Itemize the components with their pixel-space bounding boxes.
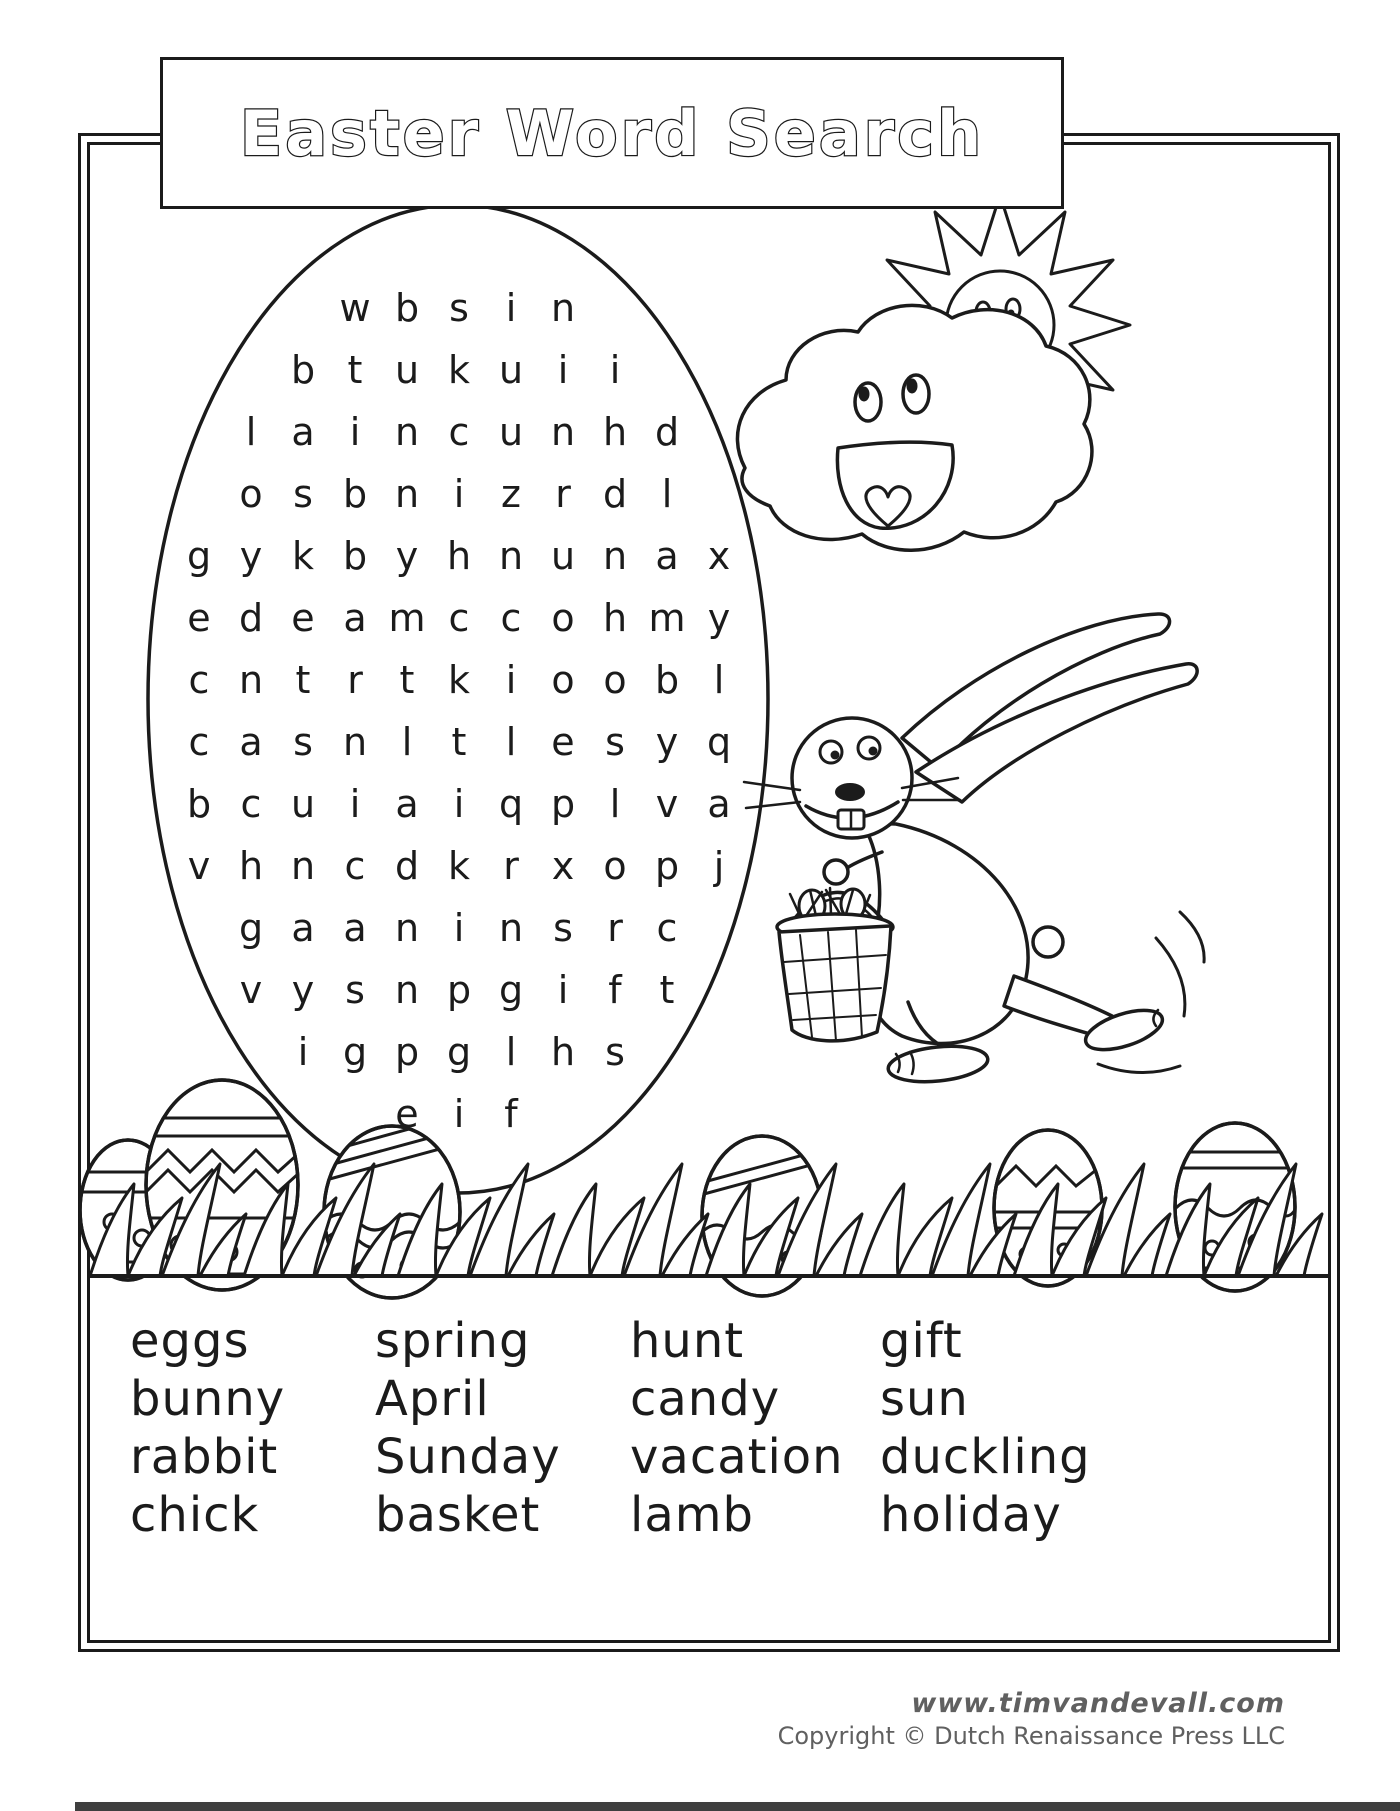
- grid-letter: e: [395, 1092, 419, 1136]
- grid-letter: b: [290, 348, 316, 392]
- grid-letter: i: [453, 472, 465, 516]
- grid-letter: h: [602, 596, 628, 640]
- grid-letter: i: [505, 658, 517, 702]
- grid-row: [173, 1083, 745, 1145]
- grid-letter: s: [449, 286, 469, 330]
- word-item: holiday: [880, 1487, 1062, 1543]
- word-list-column: [130, 1312, 285, 1544]
- grid-letter: u: [498, 348, 524, 392]
- grid-letter: g: [446, 1030, 472, 1074]
- grid-letter: s: [553, 906, 573, 950]
- grid-letter: n: [550, 286, 576, 330]
- grid-letter: c: [656, 906, 678, 950]
- letter-grid: [173, 277, 745, 1145]
- grid-letter: c: [448, 410, 470, 454]
- grid-letter: p: [654, 844, 680, 888]
- grid-letter: s: [345, 968, 365, 1012]
- grid-row: [173, 773, 745, 835]
- grid-letter: a: [291, 410, 315, 454]
- grid-letter: o: [603, 658, 627, 702]
- grid-letter: n: [550, 410, 576, 454]
- grid-letter: f: [504, 1092, 518, 1136]
- grid-letter: n: [342, 720, 368, 764]
- grid-letter: a: [655, 534, 679, 578]
- grid-letter: a: [395, 782, 419, 826]
- grid-letter: y: [655, 720, 679, 764]
- grid-letter: e: [187, 596, 211, 640]
- footer-website: www.timvandevall.com: [911, 1688, 1285, 1719]
- grid-row: [173, 959, 745, 1021]
- grid-letter: c: [448, 596, 470, 640]
- word-list-column: [375, 1312, 561, 1544]
- grid-letter: n: [394, 410, 420, 454]
- grid-letter: y: [239, 534, 263, 578]
- grid-letter: x: [707, 534, 731, 578]
- grid-letter: t: [295, 658, 311, 702]
- grid-letter: c: [500, 596, 522, 640]
- grid-letter: o: [603, 844, 627, 888]
- grid-letter: m: [648, 596, 686, 640]
- grid-letter: a: [291, 906, 315, 950]
- grid-letter: l: [401, 720, 413, 764]
- grid-row: [173, 835, 745, 897]
- grid-letter: o: [551, 658, 575, 702]
- grid-letter: d: [238, 596, 264, 640]
- grid-letter: h: [602, 410, 628, 454]
- grid-letter: s: [293, 720, 313, 764]
- grid-row: [173, 277, 745, 339]
- grid-letter: i: [297, 1030, 309, 1074]
- grid-letter: k: [447, 658, 470, 702]
- grid-letter: i: [557, 348, 569, 392]
- grid-letter: t: [399, 658, 415, 702]
- word-item: chick: [130, 1487, 260, 1543]
- grid-letter: i: [453, 782, 465, 826]
- word-item: rabbit: [130, 1429, 279, 1485]
- grid-letter: j: [713, 844, 725, 888]
- grid-letter: i: [505, 286, 517, 330]
- word-list-column: [880, 1312, 1091, 1544]
- grid-row: [173, 1021, 745, 1083]
- grid-letter: n: [498, 534, 524, 578]
- grid-letter: i: [349, 410, 361, 454]
- grid-letter: g: [498, 968, 524, 1012]
- grid-letter: k: [447, 844, 470, 888]
- grid-letter: v: [655, 782, 679, 826]
- grid-letter: b: [342, 472, 368, 516]
- grid-letter: e: [291, 596, 315, 640]
- word-list-column: [630, 1312, 844, 1544]
- word-item: candy: [630, 1371, 781, 1427]
- grid-letter: h: [550, 1030, 576, 1074]
- grid-letter: x: [551, 844, 575, 888]
- word-item: lamb: [630, 1487, 754, 1543]
- word-item: bunny: [130, 1371, 286, 1427]
- grid-letter: v: [239, 968, 263, 1012]
- grid-letter: m: [388, 596, 426, 640]
- grid-letter: k: [447, 348, 470, 392]
- grid-letter: a: [343, 906, 367, 950]
- grid-letter: u: [498, 410, 524, 454]
- grid-letter: s: [293, 472, 313, 516]
- grid-letter: l: [245, 410, 257, 454]
- grid-letter: o: [551, 596, 575, 640]
- grid-letter: b: [394, 286, 420, 330]
- grid-letter: d: [602, 472, 628, 516]
- grid-letter: l: [609, 782, 621, 826]
- grid-letter: y: [395, 534, 419, 578]
- grid-letter: p: [446, 968, 472, 1012]
- grid-row: [173, 525, 745, 587]
- word-item: gift: [880, 1313, 963, 1369]
- grid-letter: r: [607, 906, 623, 950]
- grid-letter: e: [551, 720, 575, 764]
- cloud-icon: [737, 305, 1091, 550]
- grid-letter: n: [602, 534, 628, 578]
- grid-letter: y: [707, 596, 731, 640]
- grid-row: [173, 711, 745, 773]
- word-item: hunt: [630, 1313, 745, 1369]
- grid-letter: i: [453, 906, 465, 950]
- grid-letter: l: [661, 472, 673, 516]
- grid-letter: f: [608, 968, 622, 1012]
- grid-letter: w: [339, 286, 371, 330]
- grid-row: [173, 401, 745, 463]
- grid-letter: p: [394, 1030, 420, 1074]
- grid-letter: a: [707, 782, 731, 826]
- grid-letter: i: [557, 968, 569, 1012]
- grid-letter: s: [605, 1030, 625, 1074]
- grid-row: [173, 463, 745, 525]
- grid-letter: c: [344, 844, 366, 888]
- grid-letter: n: [394, 472, 420, 516]
- word-item: April: [375, 1371, 490, 1427]
- word-item: vacation: [630, 1429, 844, 1485]
- word-item: spring: [375, 1313, 531, 1369]
- grid-letter: d: [394, 844, 420, 888]
- page-edge-strip: [75, 1802, 1400, 1811]
- word-item: basket: [375, 1487, 541, 1543]
- grid-letter: s: [605, 720, 625, 764]
- grid-letter: b: [186, 782, 212, 826]
- grid-letter: i: [453, 1092, 465, 1136]
- grid-letter: n: [394, 968, 420, 1012]
- grid-letter: u: [550, 534, 576, 578]
- grid-letter: i: [349, 782, 361, 826]
- grid-letter: n: [394, 906, 420, 950]
- footer: [778, 1688, 1285, 1750]
- grid-letter: u: [394, 348, 420, 392]
- grid-letter: t: [659, 968, 675, 1012]
- grid-letter: r: [503, 844, 519, 888]
- grid-letter: h: [446, 534, 472, 578]
- grid-letter: l: [713, 658, 725, 702]
- bunny-icon: [744, 614, 1204, 1086]
- title-banner: [160, 57, 1064, 209]
- grid-letter: z: [501, 472, 521, 516]
- grid-letter: c: [188, 658, 210, 702]
- grid-letter: h: [238, 844, 264, 888]
- grid-letter: c: [188, 720, 210, 764]
- grid-letter: p: [550, 782, 576, 826]
- grid-letter: g: [186, 534, 212, 578]
- grid-letter: u: [290, 782, 316, 826]
- grid-letter: g: [238, 906, 264, 950]
- grid-letter: k: [291, 534, 314, 578]
- grid-letter: a: [343, 596, 367, 640]
- grid-row: [173, 897, 745, 959]
- grid-letter: b: [654, 658, 680, 702]
- word-item: duckling: [880, 1429, 1091, 1485]
- grid-letter: d: [654, 410, 680, 454]
- grid-letter: o: [239, 472, 263, 516]
- grid-letter: b: [342, 534, 368, 578]
- grid-letter: g: [342, 1030, 368, 1074]
- grid-letter: r: [555, 472, 571, 516]
- grid-letter: q: [706, 720, 732, 764]
- grid-letter: a: [239, 720, 263, 764]
- footer-copyright: Copyright © Dutch Renaissance Press LLC: [777, 1722, 1285, 1750]
- word-item: eggs: [130, 1313, 250, 1369]
- grid-letter: c: [240, 782, 262, 826]
- grid-letter: l: [505, 720, 517, 764]
- page-title: Easter Word Search: [239, 96, 985, 170]
- grid-row: [173, 587, 745, 649]
- divider-line: [90, 1274, 1328, 1278]
- word-list: [90, 1312, 1328, 1562]
- grid-letter: t: [451, 720, 467, 764]
- grid-letter: i: [609, 348, 621, 392]
- grid-letter: q: [498, 782, 524, 826]
- word-item: sun: [880, 1371, 969, 1427]
- word-item: Sunday: [375, 1429, 561, 1485]
- grid-row: [173, 339, 745, 401]
- grid-letter: n: [498, 906, 524, 950]
- grid-letter: r: [347, 658, 363, 702]
- grid-letter: v: [187, 844, 211, 888]
- grid-letter: y: [291, 968, 315, 1012]
- grid-row: [173, 649, 745, 711]
- grid-letter: n: [238, 658, 264, 702]
- grid-letter: t: [347, 348, 363, 392]
- grid-letter: n: [290, 844, 316, 888]
- grid-letter: l: [505, 1030, 517, 1074]
